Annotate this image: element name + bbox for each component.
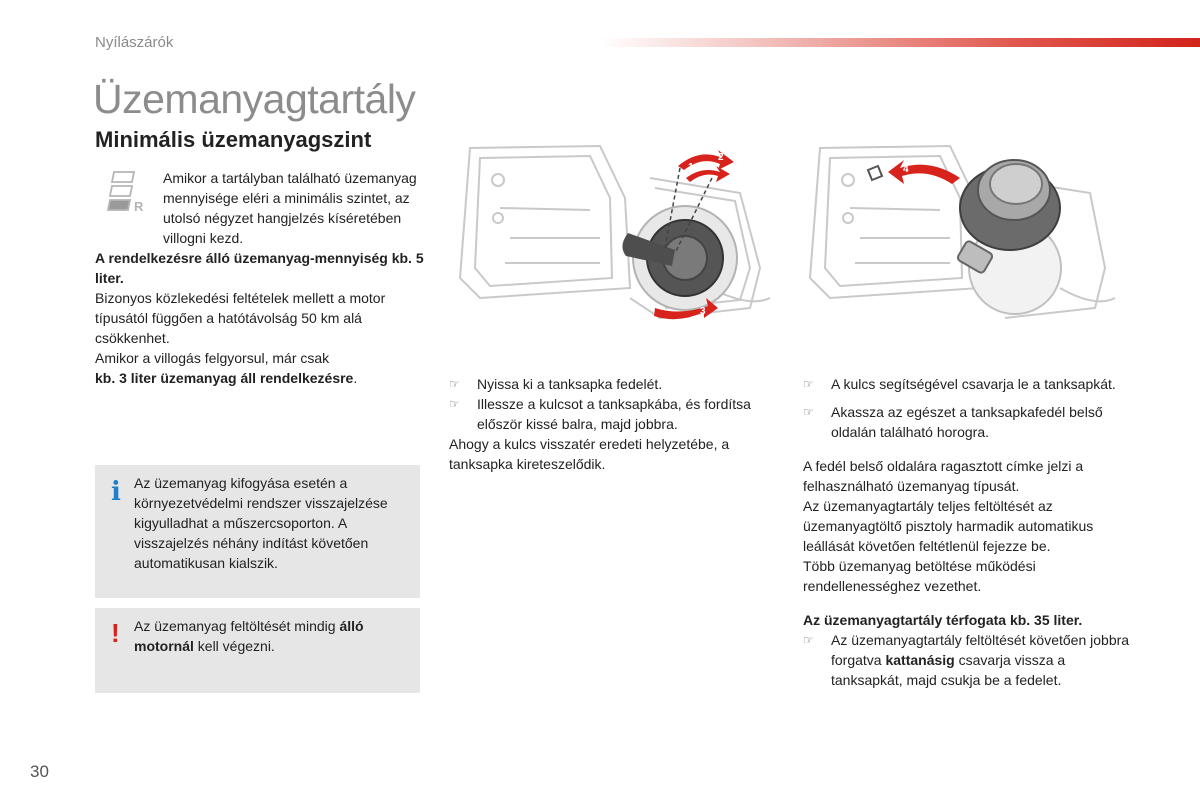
section-subtitle: Minimális üzemanyagszint [95, 127, 372, 152]
middle-column [449, 374, 774, 474]
svg-text:R: R [134, 199, 144, 214]
intro-text: Amikor a tartályban található üzemanyag mennyisége eléri a minimális szintet, az utolsó négyzet hangjelzés kíséretében villogni kezd. [163, 170, 417, 246]
page-title: Üzemanyagtartály [93, 76, 416, 122]
step-2-label: 2 [718, 152, 724, 163]
fuel-cap-hook-illustration [800, 138, 1120, 338]
info-icon: i [111, 477, 121, 507]
tank-capacity: Az üzemanyagtartály térfogata kb. 35 liter. [803, 612, 1083, 628]
pointer-icon: ☞ [449, 397, 460, 411]
right-column [803, 374, 1133, 690]
list-item: ☞ Illessze a kulcsot a tanksapkába, és fordítsa először kissé balra, majd jobbra. [449, 396, 751, 432]
page-number: 30 [30, 762, 49, 781]
warning-box [95, 608, 420, 693]
list-item: ☞ Nyissa ki a tanksapka fedelét. [449, 376, 663, 392]
closing-steps [803, 630, 1133, 690]
step-1-label: 1 [688, 162, 694, 173]
info-box-text: Az üzemanyag kifogyása esetén a környezetvédelmi rendszer visszajelzése kigyulladhat a műszercsoporton. A visszajelzés néhány indítást követően automatikusan kialszik. [134, 475, 388, 571]
pointer-icon: ☞ [803, 633, 814, 647]
section-label: Nyílászárók [95, 34, 174, 51]
list-item: ☞ Az üzemanyagtartály feltöltését követően jobbra forgatva kattanásig csavarja vissza a tanksapkát, majd csukja be a fedelet. [803, 632, 1130, 688]
header-accent-bar [600, 38, 1200, 47]
range-conditions: Bizonyos közlekedési feltételek mellett a motor típusától függően a hatótávolság 50 km alá csökkenhet. [95, 290, 386, 346]
list-item: ☞ Akassza az egészet a tanksapkafedél belső oldalán található horogra. [803, 404, 1103, 440]
fuel-gauge-icon [104, 168, 152, 220]
list-item: ☞ A kulcs segítségével csavarja le a tanksapkát. [803, 376, 1116, 392]
pointer-icon: ☞ [803, 405, 814, 419]
full-fill-text: Az üzemanyagtartály teljes feltöltését az üzemanyagtöltő pisztoly harmadik automatikus leállását követően feltétlenül fejezze be. [803, 498, 1094, 554]
step-3-label: 3 [700, 306, 706, 317]
fast-blink-amount: kb. 3 liter üzemanyag áll rendelkezésre [95, 370, 354, 386]
label-text: A fedél belső oldalára ragasztott címke jelzi a felhasználható üzemanyag típusát. [803, 458, 1084, 494]
overfill-text: Több üzemanyag betöltése működési rendellenességhez vezethet. [803, 558, 1036, 594]
reserve-amount: A rendelkezésre álló üzemanyag-mennyiség kb. 5 liter. [95, 250, 424, 286]
pointer-icon: ☞ [803, 377, 814, 391]
warning-icon: ! [111, 618, 120, 648]
fast-blink-text: Amikor a villogás felgyorsul, már csak kb. 3 liter üzemanyag áll rendelkezésre. [95, 350, 358, 386]
left-body [95, 248, 425, 388]
fuel-cap-key-illustration [450, 138, 775, 338]
right-steps [803, 374, 1133, 442]
pointer-icon: ☞ [449, 377, 460, 391]
middle-steps [449, 374, 774, 434]
info-box [95, 465, 420, 598]
warning-box-text: Az üzemanyag feltöltését mindig álló motornál kell végezni. [134, 618, 364, 654]
step-4-label: 4 [903, 164, 909, 175]
key-return-text: Ahogy a kulcs visszatér eredeti helyzetébe, a tanksapka kireteszelődik. [449, 436, 730, 472]
